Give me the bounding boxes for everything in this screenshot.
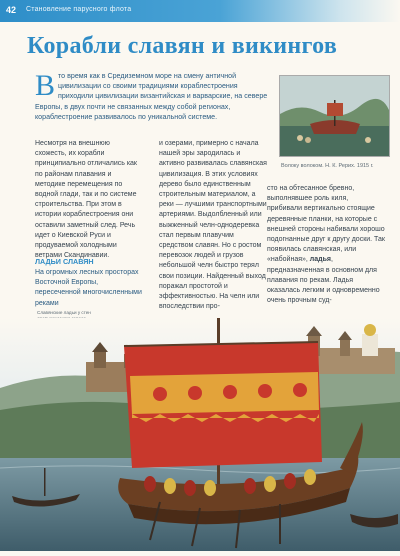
- page-title: Корабли славян и викингов: [27, 33, 338, 59]
- ship-illustration: [0, 318, 400, 551]
- roerich-painting: [279, 75, 390, 157]
- subheading-ladyi: ЛАДЬИ СЛАВЯН: [35, 257, 94, 266]
- col3-text-a: сто на обтесанное бревно, выполнявшее роль киля, прибивали вертикально стоящие деревянные планки, на которые с внешней стороны набивали хорошо подогнанные друг к другу доски. Так появилась славянская, или «набойная»,: [267, 185, 385, 264]
- intro-text: то время как в Средиземном море на смену античной цивилизации со своими традициями кораблестроения приходили цивилизации византийская и варварские, на севере Европы, в двух почти не связанных между собой регионах, кораблестроение развивалось по уникальной системе.: [35, 72, 268, 121]
- text-column-1: Несмотря на внешнюю схожесть, их корабли принципиально отличались как по районам плавания и методике перемещения по водной глади, так и по системе строительства. При этом в истории кораблестроения они оставили заметный след. Речь идет о Киевской Руси и продуваемой холодными ветрами Скандинавии.: [35, 140, 137, 260]
- page-number: 42: [6, 5, 17, 15]
- col3-text-b: , предназначенная в основном для плавания по рекам. Ладья оказалась легким и одновременно очень прочным суд-: [267, 256, 380, 305]
- drop-cap: В: [35, 69, 56, 102]
- painting-caption: Волоку волоком. Н. К. Рерих. 1915 г.: [281, 163, 374, 169]
- subheading-text: На огромных лесных просторах Восточной Европы, пересеченной многочисленными реками: [35, 269, 142, 307]
- intro-paragraph: [35, 71, 268, 122]
- text-column-2: и озерами, примерно с начала нашей эры зародилась и активно развивалась славянская цивилизация. В этих условиях дерево было единственным строительным материалом, а реки — лучшими транспортными артериями. Выдолбленный или выжженный челн-однодеревка стал первым плавучим средством славян. Но с ростом перевозок людей и грузов небольшой челн быстро терял свои позиции. Найденный выход поражал простотой и эффективностью. На челн или впоследствии про-: [159, 140, 267, 311]
- page-header: [0, 0, 400, 22]
- section-title: Становление парусного флота: [26, 6, 132, 13]
- illustration-caption: Славянские ладьи у стен: [37, 310, 91, 315]
- col3-bold-term: ладья: [309, 256, 331, 264]
- text-column-3: [267, 184, 385, 306]
